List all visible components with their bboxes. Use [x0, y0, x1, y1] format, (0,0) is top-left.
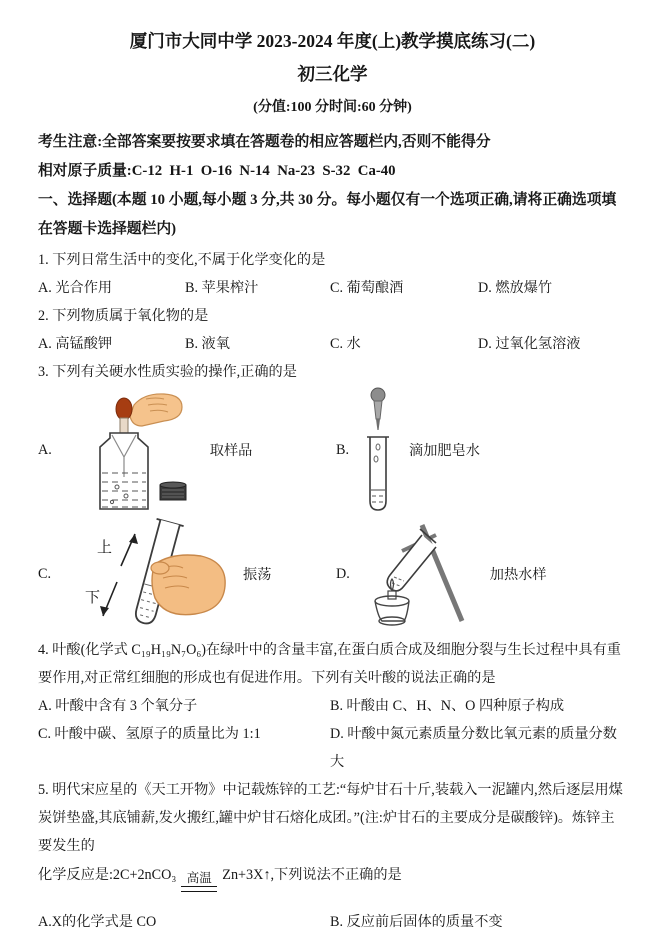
q2-options: [38, 330, 627, 358]
q3-option-a-caption: 取样品: [209, 443, 253, 459]
q2-option-c: C. 水: [330, 336, 361, 352]
q3-option-d-figure: [336, 517, 627, 631]
q2-option-a: A. 高锰酸钾: [38, 336, 113, 352]
q4-option-b: B. 叶酸由 C、H、N、O 四种原子构成: [330, 698, 565, 714]
dropper-bottle-sampling-icon: [60, 389, 188, 511]
q3-option-d-caption: 加热水样: [489, 567, 547, 583]
q5-stem: 5. 明代宋应星的《天工开物》中记载炼锌的工艺:“每炉甘石十斤,装载入一泥罐内,然后逐层用煤炭饼垫盛,其底铺薪,发火搬红,罐中炉甘石熔化成团。”(注:炉甘石的主要成分是碳酸锌)。炼锌主要发生的: [38, 782, 623, 854]
hand-shaking-testtube-icon: [59, 516, 231, 632]
q3-figure-row-2: [38, 514, 627, 634]
doc-subtitle: 初三化学: [297, 64, 368, 84]
q3-option-a-figure: [38, 389, 336, 511]
doc-title: 厦门市大同中学 2023-2024 年度(上)教学摸底练习(二): [129, 31, 536, 51]
q5-equation-line: [38, 862, 627, 888]
shake-up-label: 上: [97, 540, 113, 556]
q1-option-b: B. 苹果榨汁: [185, 280, 259, 296]
q4-option-a: A. 叶酸中含有 3 个氧分子: [38, 698, 198, 714]
q3-option-c-figure: [38, 516, 336, 632]
q4-option-c: C. 叶酸中碳、氢原子的质量比为 1:1: [38, 726, 261, 742]
section-header: 一、选择题(本题 10 小题,每小题 3 分,共 30 分。每小题仅有一个选项正确,请将正确选项填在答题卡选择题栏内): [38, 192, 617, 237]
q1-options: [38, 274, 627, 302]
q3-option-d-label: D.: [336, 565, 350, 582]
q2-stem: 2. 下列物质属于氧化物的是: [38, 308, 209, 324]
q5-option-a: A.X的化学式是 CO: [38, 914, 157, 928]
q1-stem: 1. 下列日常生活中的变化,不属于化学变化的是: [38, 252, 326, 268]
q5-options-row: [38, 908, 627, 928]
q1-option-c: C. 葡萄酿酒: [330, 280, 404, 296]
q3-stem: 3. 下列有关硬水性质实验的操作,正确的是: [38, 364, 297, 380]
q3-option-a-label: A.: [38, 441, 52, 458]
q3-option-c-label: C.: [38, 565, 52, 582]
score-time-line: (分值:100 分时间:60 分钟): [253, 100, 412, 115]
q3-figure-row-1: [38, 386, 627, 514]
heating-testtube-over-lamp-icon: [358, 517, 476, 631]
reaction-condition: [181, 870, 217, 892]
reaction-condition-label: 高温: [186, 871, 212, 885]
q4-options-row-2: [38, 720, 627, 776]
q5-equation-lhs: 2C+2nCO₃: [112, 867, 177, 883]
candidate-notice: 考生注意:全部答案要按要求填在答题卷的相应答题栏内,否则不能得分: [38, 134, 491, 150]
q3-option-b-caption: 滴加肥皂水: [409, 443, 480, 459]
q5-equation-suffix: ,下列说法不正确的是: [270, 867, 402, 883]
q4-stem: 4. 叶酸(化学式 C₁₉H₁₉N₇O₆)在绿叶中的含量丰富,在蛋白质合成及细胞分裂与生长过程中具有重要作用,对正常红细胞的形成也有促进作用。下列有关叶酸的说法正确的是: [38, 642, 621, 686]
shake-down-label: 下: [85, 590, 101, 606]
q2-option-d: D. 过氧化氢溶液: [478, 336, 581, 352]
q3-option-b-figure: [336, 387, 627, 513]
q3-option-c-caption: 振荡: [243, 567, 272, 583]
q5-option-b: B. 反应前后固体的质量不变: [330, 914, 503, 928]
q4-option-d: D. 叶酸中氮元素质量分数比氧元素的质量分数大: [330, 726, 617, 770]
double-line-equals: [181, 886, 217, 892]
q1-option-d: D. 燃放爆竹: [478, 280, 553, 296]
q4-options-row-1: [38, 692, 627, 720]
q1-option-a: A. 光合作用: [38, 280, 113, 296]
atomic-mass-line: 相对原子质量:C-12 H-1 O-16 N-14 Na-23 S-32 Ca-40: [38, 163, 396, 179]
q5-equation-prefix: 化学反应是:: [38, 867, 113, 883]
dropper-over-testtube-icon: [357, 387, 399, 513]
q2-option-b: B. 液氧: [185, 336, 230, 352]
q3-option-b-label: B.: [336, 441, 350, 458]
q5-equation-rhs: Zn+3X↑: [222, 867, 271, 883]
